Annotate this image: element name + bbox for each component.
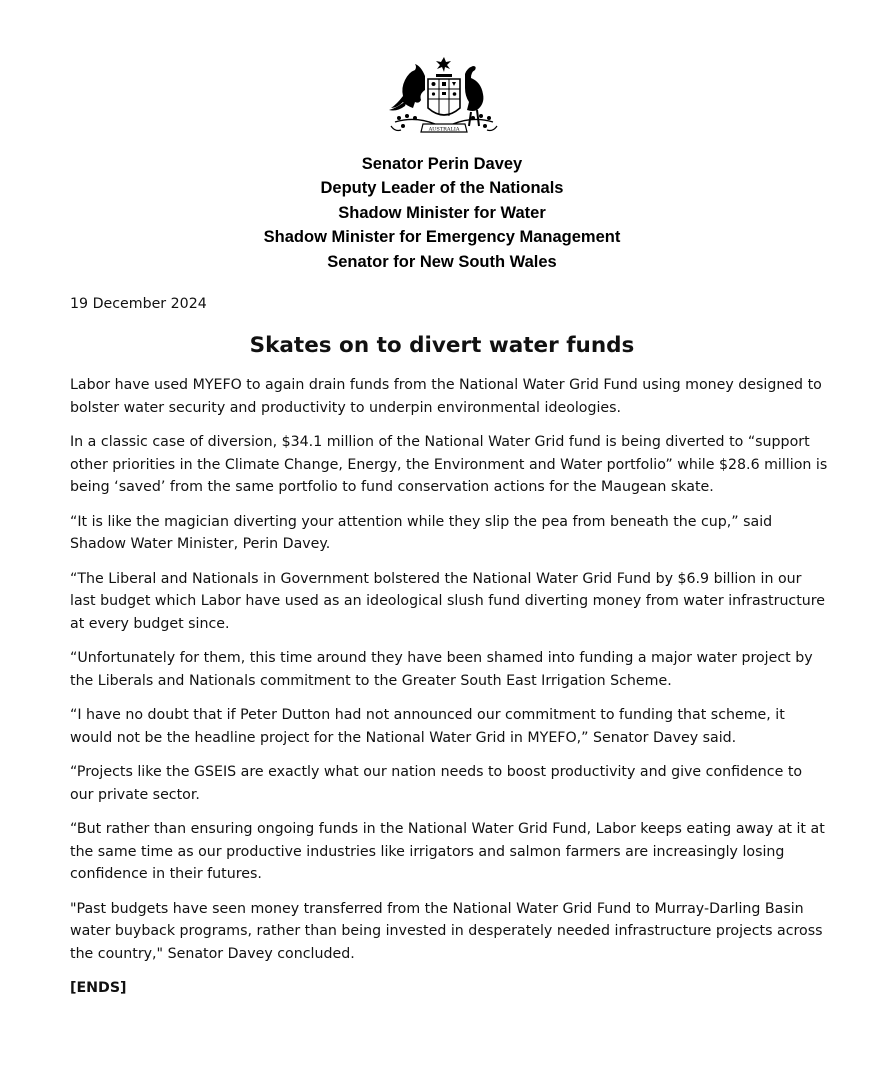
header-line: Shadow Minister for Water — [338, 203, 546, 222]
coat-of-arms-icon — [385, 56, 503, 144]
body-paragraph: “Projects like the GSEIS are exactly what our nation needs to boost productivity and give confidence to our private sector. — [70, 764, 803, 803]
header-line: Deputy Leader of the Nationals — [320, 179, 564, 198]
ends-marker: [ENDS] — [70, 980, 127, 996]
body-paragraph: Labor have used MYEFO to again drain funds from the National Water Grid Fund using money designed to bolster water security and productivity to underpin environmental ideologies. — [70, 377, 822, 416]
header-line: Shadow Minister for Emergency Management — [263, 228, 621, 247]
body-paragraph: In a classic case of diversion, $34.1 million of the National Water Grid fund is being diverted to “support other priorities in the Climate Change, Energy, the Environment and Water portfolio” while $28.6 million is being ‘saved’ from the same portfolio to fund conservation actions for the Maugean skate. — [70, 434, 828, 495]
release-date: 19 December 2024 — [70, 296, 207, 312]
body-paragraph: “Unfortunately for them, this time around they have been shamed into funding a major water project by the Liberals and Nationals commitment to the Greater South East Irrigation Scheme. — [70, 650, 813, 689]
crest-scroll-text: AUSTRALIA — [428, 126, 460, 133]
release-body — [70, 374, 830, 1012]
header-line: Senator for New South Wales — [327, 252, 557, 271]
body-paragraph: “I have no doubt that if Peter Dutton had not announced our commitment to funding that scheme, it would not be the headline project for the National Water Grid in MYEFO,” Senator Davey said. — [70, 707, 785, 746]
body-paragraph: "Past budgets have seen money transferred from the National Water Grid Fund to Murray-Darling Basin water buyback programs, rather than being invested in desperately needed infrastructure projects across the country," Senator Davey concluded. — [70, 900, 823, 962]
header-line: Senator Perin Davey — [361, 155, 523, 173]
release-title: Skates on to divert water funds — [249, 333, 635, 358]
body-paragraph: “The Liberal and Nationals in Government bolstered the National Water Grid Fund by $6.9 billion in our last budget which Labor have used as an ideological slush fund diverting money from water infrastructure at every budget since. — [70, 570, 826, 632]
senator-header — [0, 152, 884, 274]
body-paragraph: “It is like the magician diverting your attention while they slip the pea from beneath the cup,” said Shadow Water Minister, Perin Davey. — [70, 513, 773, 552]
body-paragraph: “But rather than ensuring ongoing funds in the National Water Grid Fund, Labor keeps eating away at it at the same time as our productive industries like irrigators and salmon farmers are increasingly losing confidence in their futures. — [70, 821, 825, 882]
